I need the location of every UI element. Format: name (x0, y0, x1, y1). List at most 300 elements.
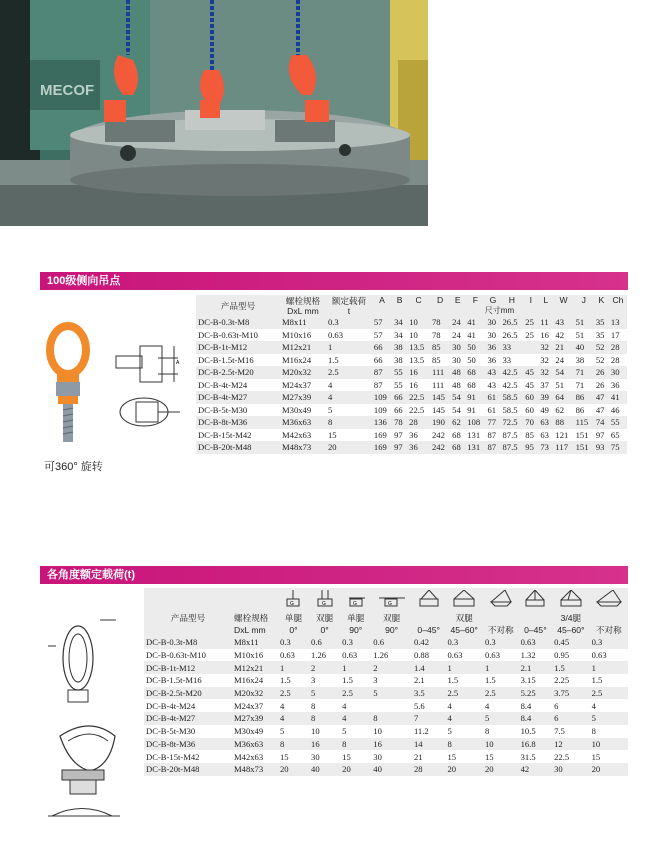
svg-text:G: G (352, 601, 357, 607)
table-cell: 86 (574, 391, 594, 404)
table-cell: 35 (594, 316, 609, 329)
table-cell: 4 (445, 712, 483, 725)
diagram-quad-0-45 (519, 588, 553, 612)
table-cell: 1 (278, 661, 309, 674)
table-cell: 2.5 (340, 687, 371, 700)
table-cell: 16 (407, 366, 430, 379)
table-cell: 10.5 (520, 726, 536, 737)
table-cell: 242 (430, 441, 450, 454)
table-cell: 24 (450, 316, 465, 329)
table-cell: 21 (413, 751, 423, 762)
table-cell: 39 (538, 391, 553, 404)
table-cell: DC-B-1.5t-M16 (198, 354, 254, 365)
svg-text:G: G (290, 601, 295, 607)
col-W: W (559, 295, 568, 305)
table-cell: 5 (279, 726, 285, 737)
col-I: I (529, 295, 533, 305)
table-cell: 41 (609, 391, 627, 404)
table-cell: 10 (407, 316, 430, 329)
table-cell: 8 (591, 726, 596, 737)
table-cell: DC-B-1t-M12 (144, 661, 232, 674)
table-cell: DC-B-2.5t-M20 (196, 366, 280, 379)
table-cell: 109 (372, 391, 392, 404)
diagram-double-asym (483, 588, 519, 612)
col2-bolt: 螺栓规格 (234, 613, 269, 623)
table-cell: 32 (538, 341, 553, 354)
table-cell: 87.5 (502, 429, 518, 440)
table-cell: 1 (445, 661, 483, 674)
table-cell: 30 (552, 763, 590, 776)
table-cell: DC-B-8t-M36 (196, 416, 280, 429)
table-cell: 5 (590, 712, 628, 725)
table-row (196, 429, 627, 442)
photo-label: MECOF (40, 82, 95, 99)
table-cell: 1.5 (342, 675, 353, 686)
table-cell: 4 (342, 700, 347, 711)
col2-model: 产品型号 (170, 613, 206, 623)
table-cell: 2.5 (278, 687, 309, 700)
table-cell: 8 (340, 738, 371, 751)
col-K: K (598, 295, 605, 305)
table-cell: DC-B-5t-M30 (146, 726, 196, 737)
svg-text:G: G (321, 601, 326, 607)
spec-table (196, 295, 627, 454)
table-cell: M36x63 (280, 416, 326, 429)
table-cell: 25 (523, 316, 538, 329)
table-row (144, 687, 628, 700)
table-cell: 52 (594, 341, 609, 354)
table-row (144, 699, 628, 712)
table-cell: 40 (574, 341, 594, 354)
table-cell: 73 (538, 441, 553, 454)
table-cell: M10x16 (234, 650, 264, 661)
table-row (196, 329, 627, 342)
table-cell: M12x21 (232, 661, 278, 674)
col-model: 产品型号 (220, 300, 256, 311)
table-cell: 131 (467, 429, 481, 440)
col2-b1: 0° (320, 625, 329, 635)
table-cell: 16 (540, 329, 549, 340)
col2-h4 (412, 612, 446, 624)
table-cell: 117 (553, 441, 573, 454)
table-cell: 111 (430, 366, 450, 379)
table-cell: 51 (575, 329, 585, 340)
table-cell: 145 (431, 404, 445, 415)
table-row (144, 674, 628, 687)
table-cell: 0.63 (327, 329, 343, 340)
table-cell: 47 (594, 391, 609, 404)
table-cell: 0.3 (590, 636, 628, 649)
table-cell: 3.15 (520, 675, 536, 686)
table-cell: 43 (553, 316, 573, 329)
col2-b5: 45–60° (450, 625, 478, 635)
table-cell: DC-B-20t-M48 (144, 763, 232, 776)
table-cell: 32 (540, 354, 549, 365)
table-cell: 48 (450, 366, 465, 379)
table-cell: M48x73 (280, 441, 326, 454)
table-row (196, 416, 627, 429)
table-cell: 0.6 (371, 636, 412, 649)
table-cell: 0.3 (483, 636, 519, 649)
table-row (196, 341, 627, 354)
table-cell: 15 (342, 751, 351, 762)
table-cell: 24 (555, 354, 565, 365)
table-cell: 109 (373, 404, 387, 415)
table-cell: DC-B-1t-M12 (196, 341, 280, 354)
table-row (196, 391, 627, 404)
col-A: A (379, 295, 385, 305)
table-cell: 68 (450, 441, 465, 454)
table-cell: 22.5 (554, 751, 570, 762)
table-cell: 30 (311, 751, 320, 762)
table-cell: 1.4 (412, 661, 446, 674)
table-cell: 14 (412, 738, 446, 751)
table-cell: 0.63 (484, 650, 500, 661)
table-cell: 38 (394, 354, 403, 365)
table-cell: 0.63 (519, 636, 553, 649)
table-cell: 0.42 (412, 636, 446, 649)
table-cell: 8 (371, 712, 412, 725)
col2-h8: 3/4腿 (560, 613, 582, 623)
table-cell: 13 (609, 316, 627, 329)
table-cell: 75 (609, 441, 627, 454)
table-cell: 7 (412, 712, 446, 725)
table-cell: 36 (407, 441, 430, 454)
table-cell: 61 (485, 391, 500, 404)
table-cell: 0.63 (279, 650, 295, 661)
table-cell: 28 (407, 416, 430, 429)
table-cell: 87 (487, 429, 497, 440)
table-cell: 61 (487, 404, 497, 415)
table-cell (371, 699, 412, 712)
table-cell: 11 (538, 316, 553, 329)
col-B: B (396, 295, 403, 305)
table-cell: 22.5 (407, 391, 430, 404)
col2-h3: 双腿 (383, 613, 401, 623)
table-cell: 1.5 (591, 675, 603, 686)
table-row (196, 441, 627, 454)
table-row (196, 404, 627, 417)
diagram-single-0 (278, 588, 309, 612)
table-cell: 49 (540, 404, 549, 415)
table-cell: 26 (595, 379, 605, 390)
table-cell: 0.3 (278, 636, 309, 649)
col2-b3: 90° (385, 625, 399, 635)
table-cell: 10 (590, 738, 628, 751)
dims-unit: 尺寸mm (484, 306, 515, 315)
col-E: E (454, 295, 461, 305)
table-cell: M42x63 (282, 429, 312, 440)
table-cell: M8x11 (232, 636, 278, 649)
table-cell: 4 (327, 379, 333, 390)
table-cell: 8.4 (519, 712, 553, 725)
table-cell: 48 (452, 379, 461, 390)
table-cell: 131 (465, 441, 485, 454)
table-cell: 5 (327, 404, 333, 415)
table-cell: 38 (392, 341, 407, 354)
table-cell: 121 (555, 429, 569, 440)
table-cell: 11.2 (413, 726, 429, 737)
product-photo (0, 0, 428, 226)
table-cell: 46 (610, 404, 620, 415)
table-cell: 2.1 (519, 661, 553, 674)
table-cell: 36 (610, 379, 620, 390)
table-cell: 42.5 (502, 379, 518, 390)
table-cell: 43 (487, 379, 497, 390)
table-cell: 1 (483, 661, 519, 674)
table-cell: 6 (554, 700, 559, 711)
svg-text:A: A (176, 360, 180, 366)
table-cell: 2.5 (445, 687, 483, 700)
table-cell: 0.45 (552, 636, 590, 649)
table-cell: 3 (311, 675, 316, 686)
table-cell: 68 (467, 379, 476, 390)
col-C: C (415, 295, 422, 305)
table-cell: 64 (553, 391, 573, 404)
table-cell: 5 (483, 712, 519, 725)
table-cell: 35 (595, 329, 605, 340)
table-cell: DC-B-4t-M27 (144, 712, 232, 725)
table-cell: 57 (372, 316, 392, 329)
table-row (196, 366, 627, 379)
table-cell: 85 (430, 341, 450, 354)
table-cell: 8.4 (520, 700, 532, 711)
table-cell: 4 (447, 700, 452, 711)
diagram-quad-asym (590, 588, 628, 612)
table-cell: 26.5 (501, 316, 524, 329)
table-cell: 20 (326, 441, 372, 454)
table-cell: 3.75 (552, 687, 590, 700)
table-cell: 1.26 (311, 650, 327, 661)
table-cell: 42 (519, 763, 553, 776)
table-cell: 85 (431, 354, 441, 365)
table-cell: 0.95 (554, 650, 570, 661)
diagram-double-45-60 (445, 588, 483, 612)
col2-b7: 0–45° (524, 625, 547, 635)
table-cell: DC-B-8t-M36 (144, 738, 232, 751)
load-table (144, 588, 628, 776)
table-cell: 1.32 (520, 650, 536, 661)
col2-h7 (519, 612, 553, 624)
table-cell: 5 (447, 726, 452, 737)
table-cell: 85 (525, 429, 534, 440)
table-cell: DC-B-4t-M27 (196, 391, 280, 404)
col-F: F (472, 295, 478, 305)
table-cell: 36 (485, 341, 500, 354)
table-cell: 0.3 (326, 316, 372, 329)
table-cell: 4 (279, 700, 285, 711)
table-row (144, 750, 628, 763)
table-cell: 10 (483, 738, 519, 751)
table-cell: 8 (484, 726, 490, 737)
table-cell: 52 (595, 354, 605, 365)
table-row (144, 763, 628, 776)
table-cell: 8 (309, 712, 340, 725)
table-row (196, 379, 627, 392)
table-cell: 115 (574, 416, 594, 429)
table-cell: 13.5 (407, 341, 430, 354)
table-cell: M27x39 (280, 391, 326, 404)
table-cell: 1.5 (552, 661, 590, 674)
table-cell: 16.8 (519, 738, 553, 751)
table-cell: 50 (465, 341, 485, 354)
eyebolt-drawings (40, 606, 140, 826)
col2-h9 (590, 612, 628, 624)
col2-bolt-sub: DxL mm (234, 625, 266, 635)
col-J: J (581, 295, 586, 305)
table-row (144, 649, 628, 662)
table-cell: M16x24 (234, 675, 264, 686)
table-cell: 17 (610, 329, 620, 340)
col2-h2: 单腿 (347, 613, 365, 623)
table-cell: 20 (445, 763, 483, 776)
diagram-double-0-45 (412, 588, 446, 612)
section2-title-bar (40, 566, 628, 584)
table-cell: 4 (326, 391, 372, 404)
table-cell: 5.6 (413, 700, 425, 711)
table-cell: M30x49 (234, 726, 264, 737)
table-cell: M36x63 (232, 738, 278, 751)
table-cell: DC-B-0.3t-M8 (196, 316, 280, 329)
table-cell: 37 (540, 379, 549, 390)
table-cell: 41 (467, 329, 476, 340)
table-cell: 31.5 (520, 751, 536, 762)
diagram-double-0 (309, 588, 340, 612)
table-cell: 2.5 (326, 366, 372, 379)
table-cell: 0.88 (413, 650, 429, 661)
table-cell: 54 (553, 366, 573, 379)
table-cell: 0.63 (342, 650, 358, 661)
table-cell: 5 (309, 687, 340, 700)
table-cell: M8x11 (280, 316, 326, 329)
table-cell: 51 (574, 316, 594, 329)
table-cell: 32 (538, 366, 553, 379)
table-cell: 1 (590, 661, 628, 674)
table-cell: 20 (340, 763, 371, 776)
table-cell: 66 (392, 391, 407, 404)
table-cell: 4 (278, 712, 309, 725)
table-cell: 30 (452, 354, 461, 365)
table-cell: 87 (372, 366, 392, 379)
table-cell: DC-B-0.3t-M8 (144, 636, 232, 649)
table-cell: M20x32 (232, 687, 278, 700)
table-cell: 3.5 (412, 687, 446, 700)
col2-h6 (483, 612, 519, 624)
table-cell: 8 (278, 738, 309, 751)
table-cell: 78 (431, 329, 441, 340)
table-cell: 86 (575, 404, 585, 415)
table-cell: 34 (394, 329, 403, 340)
table-cell: 55 (392, 366, 407, 379)
table-cell: 30 (373, 751, 382, 762)
table-cell: 65 (610, 429, 620, 440)
table-cell: 15 (484, 751, 494, 762)
table-cell: 20 (590, 763, 628, 776)
table-cell: 2 (371, 661, 412, 674)
table-cell: 30 (485, 316, 500, 329)
table-cell: 97 (392, 441, 407, 454)
table-cell: 242 (431, 429, 445, 440)
table-cell: 4 (340, 712, 371, 725)
table-cell: 66 (394, 404, 403, 415)
table-cell: 4 (484, 700, 490, 711)
table-cell: 0.3 (340, 636, 371, 649)
table-cell: 28 (412, 763, 446, 776)
table-cell: 136 (372, 416, 392, 429)
table-cell: 145 (430, 391, 450, 404)
table-cell: 26.5 (502, 329, 518, 340)
table-cell: 36 (409, 429, 418, 440)
table-row (196, 316, 627, 329)
table-cell: DC-B-4t-M24 (146, 700, 196, 711)
table-cell: 66 (372, 341, 392, 354)
diagram-single-90 (340, 588, 371, 612)
table-cell: 26 (594, 366, 609, 379)
table-cell: 151 (575, 429, 589, 440)
dimension-drawing (114, 338, 190, 434)
section1-caption: 可360° 旋转 (44, 461, 103, 473)
table-cell: 36 (487, 354, 497, 365)
table-cell: M16x24 (282, 354, 312, 365)
col2-b8: 45–60° (557, 625, 585, 635)
table-cell: M30x49 (282, 404, 312, 415)
table-cell: 63 (538, 416, 553, 429)
table-cell: 10 (409, 329, 418, 340)
table-cell: 111 (431, 379, 445, 390)
section1-title: 100级侧向吊点 (47, 275, 121, 287)
col-D: D (436, 295, 444, 305)
table-cell: 97 (394, 429, 403, 440)
table-cell: 74 (594, 416, 609, 429)
table-row (144, 636, 628, 649)
table-cell: 87.5 (501, 441, 524, 454)
table-cell: 12 (552, 738, 590, 751)
table-row (144, 725, 628, 738)
table-cell: 68 (452, 429, 461, 440)
table-cell: 7.5 (554, 726, 565, 737)
table-cell: 87 (373, 379, 383, 390)
table-cell: 38 (575, 354, 585, 365)
table-cell: 1 (340, 661, 371, 674)
table-row (144, 712, 628, 725)
table-cell: 6 (552, 712, 590, 725)
table-cell: 151 (574, 441, 594, 454)
table-cell: 28 (609, 341, 627, 354)
swivel-eyebolt-image (44, 322, 92, 446)
table-cell: 1.5 (327, 354, 339, 365)
table-cell: 45 (525, 379, 534, 390)
table-cell: 1 (326, 341, 372, 354)
table-cell: 87 (485, 441, 500, 454)
table-cell: 63 (540, 429, 549, 440)
table-cell: 4 (591, 700, 596, 711)
table-cell: 16 (371, 738, 412, 751)
col2-h1: 双腿 (316, 613, 334, 623)
table-cell: 169 (373, 429, 387, 440)
table-cell: M12x21 (280, 341, 326, 354)
table-cell: 8 (445, 738, 483, 751)
diagram-double-90 (371, 588, 412, 612)
svg-text:G: G (387, 601, 392, 607)
table-cell: 2.5 (483, 687, 519, 700)
table-cell: 22.5 (409, 404, 425, 415)
col2-b9: 不对称 (595, 625, 622, 635)
table-cell: 42.5 (501, 366, 524, 379)
table-cell: M10x16 (282, 329, 312, 340)
table-cell: 5 (342, 726, 347, 737)
table-cell: 40 (309, 763, 340, 776)
table-cell: 15 (279, 751, 289, 762)
